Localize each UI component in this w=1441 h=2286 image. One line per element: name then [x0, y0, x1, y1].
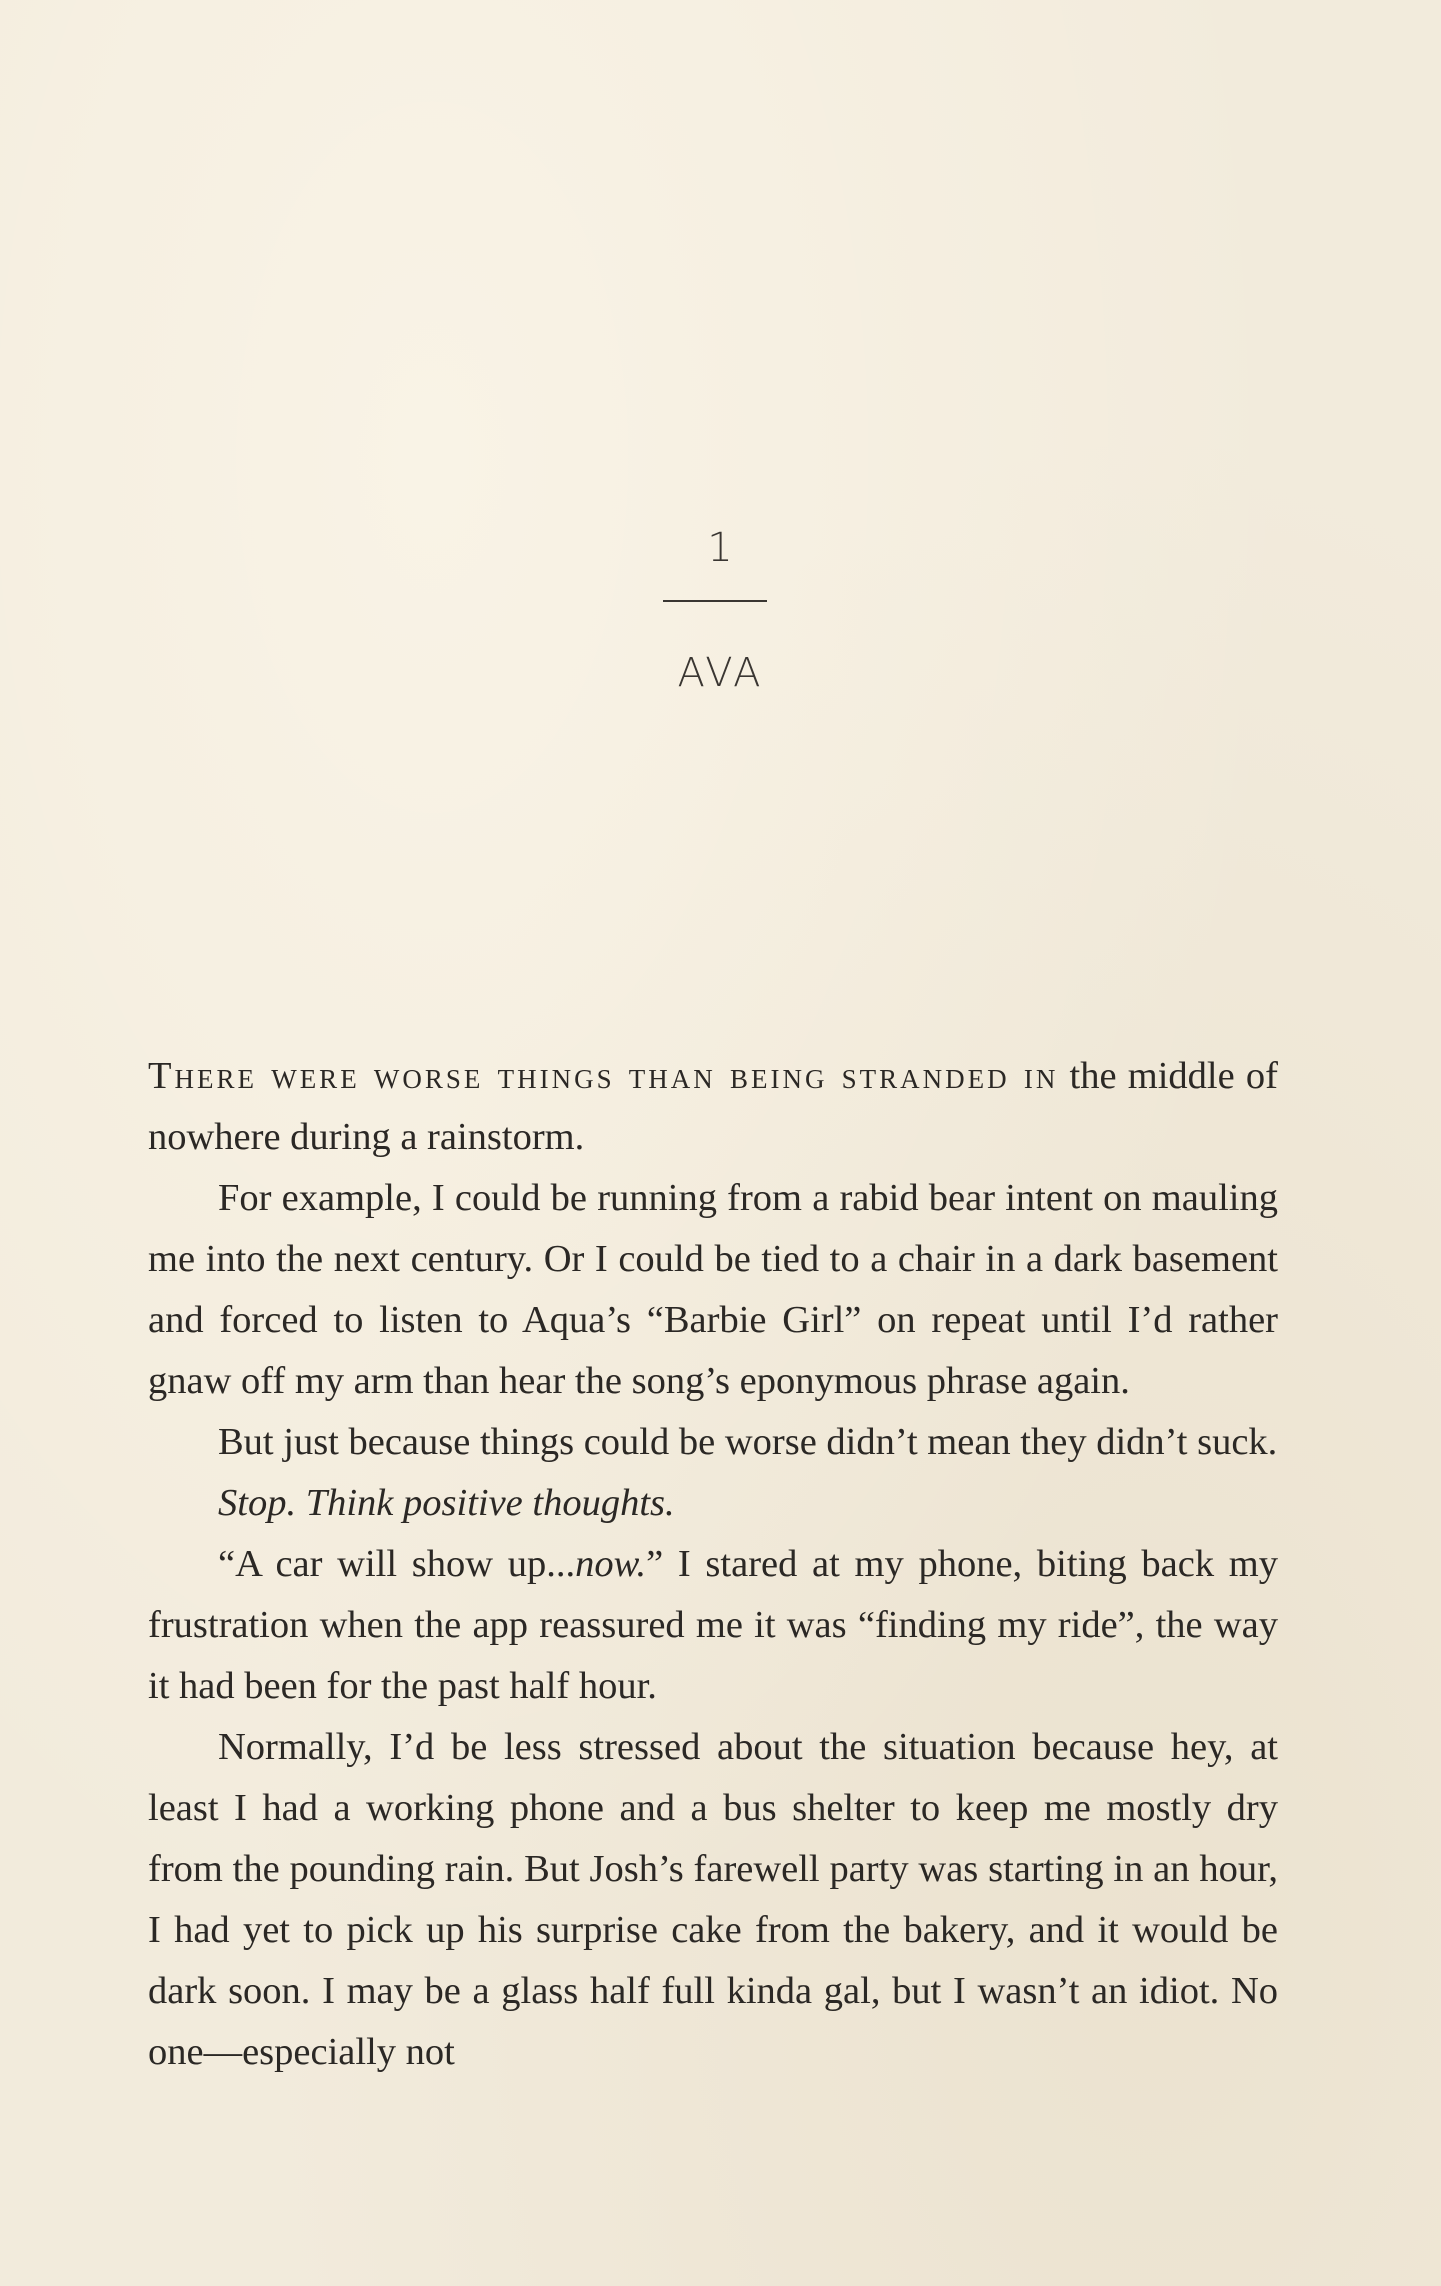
italic-thought: Stop. Think positive thoughts. — [218, 1482, 675, 1524]
dialogue-emphasis: now. — [575, 1543, 647, 1585]
opening-small-caps: There were worse things than being stranded in — [148, 1055, 1059, 1097]
paragraph-4 — [148, 1473, 1278, 1534]
chapter-title: AVA — [677, 650, 764, 696]
paragraph-opening — [148, 1046, 1278, 1168]
chapter-divider — [663, 600, 767, 602]
paragraph-6: Normally, I’d be less stressed about the situation because hey, at least I had a working phone and a bus shelter to keep me mostly dry from the pounding rain. But Josh’s farewell party was starting in an hour, I had yet to pick up his surprise cake from the bakery, and it would be dark soon. I may be a glass half full kinda gal, but I wasn’t an idiot. No one—especially not — [148, 1726, 1278, 2073]
paragraph-5 — [148, 1534, 1278, 1717]
paragraph-2: For example, I could be running from a rabid bear intent on mauling me into the next century. Or I could be tied to a chair in a dark basement and forced to listen to Aqua’s “Barbie Girl” on repeat until I’d rather gnaw off my arm than hear the song’s eponymous phrase again. — [148, 1177, 1278, 1402]
chapter-number: 1 — [707, 525, 734, 571]
dialogue-start: “A car will show up... — [218, 1543, 576, 1585]
dialogue-rest: ” I stared at my phone, biting back my frustration when the app reassured me it was “finding my ride”, the way it had been for the past half hour. — [148, 1543, 1278, 1707]
chapter-body — [148, 1046, 1278, 2083]
opening-rest: the middle of nowhere during a rainstorm. — [148, 1055, 1278, 1158]
paragraph-3: But just because things could be worse didn’t mean they didn’t suck. — [218, 1421, 1278, 1463]
